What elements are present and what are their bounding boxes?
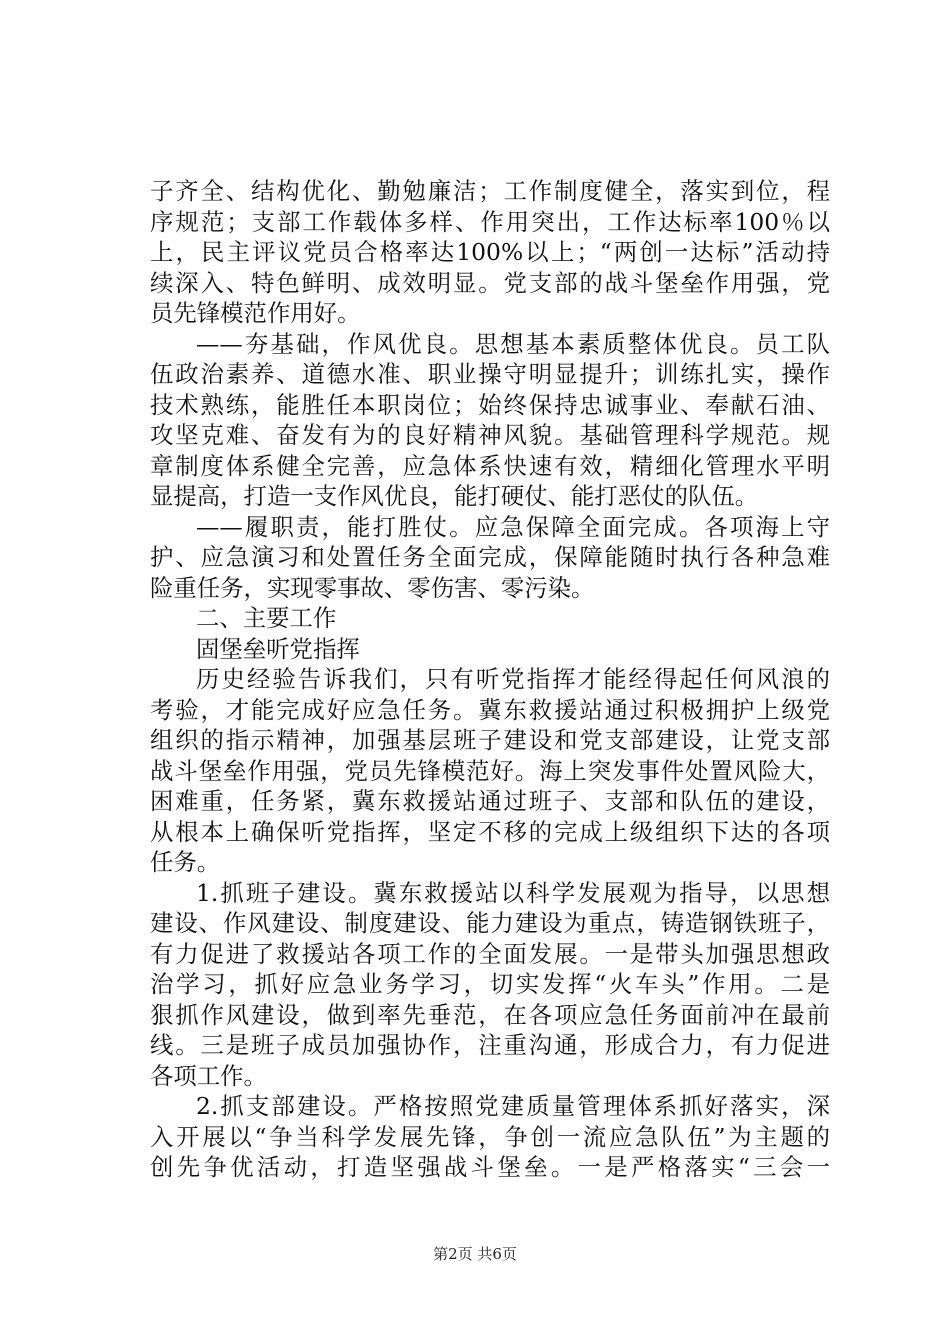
text-line: 伍政治素养、道德水准、职业操守明显提升；训练扎实，操作 [150, 360, 830, 388]
text-line: 2.抓支部建设。严格按照党建质量管理体系抓好落实，深 [196, 1092, 830, 1120]
text-line: 护、应急演习和处置任务全面完成，保障能随时执行各种急难 [150, 543, 830, 571]
text-line: ——履职责，能打胜仗。应急保障全面完成。各项海上守 [196, 512, 830, 541]
text-line: 子齐全、结构优化、勤勉廉洁；工作制度健全，落实到位，程 [150, 177, 830, 205]
text-line: 上，民主评议党员合格率达100%以上；“两创一达标”活动持 [150, 238, 830, 266]
text-line: 1.抓班子建设。冀东救援站以科学发展观为指导，以思想 [196, 878, 830, 907]
text-line: 困难重，任务紧，冀东救援站通过班子、支部和队伍的建设， [150, 787, 830, 815]
page-footer: 第2页 共6页 [433, 1245, 517, 1263]
text-line: 各项工作。 [150, 1061, 267, 1090]
text-line: 二、主要工作 [196, 604, 337, 632]
text-line: 线。三是班子成员加强协作，注重沟通，形成合力，有力促进 [150, 1031, 830, 1059]
text-line: 任务。 [150, 848, 221, 876]
text-line: 险重任务，实现零事故、零伤害、零污染。 [150, 573, 595, 602]
text-line: 有力促进了救援站各项工作的全面发展。一是带头加强思想政 [150, 939, 830, 968]
text-line: 续深入、特色鲜明、成效明显。党支部的战斗堡垒作用强，党 [150, 268, 830, 297]
text-line: 技术熟练，能胜任本职岗位；始终保持忠诚事业、奉献石油、 [150, 390, 830, 419]
text-line: 组织的指示精神，加强基层班子建设和党支部建设，让党支部 [150, 726, 830, 754]
text-line: 显提高，打造一支作风优良，能打硬仗、能打恶仗的队伍。 [150, 482, 759, 510]
text-line: 战斗堡垒作用强，党员先锋模范好。海上突发事件处置风险大， [150, 756, 830, 785]
text-line: 攻坚克难、奋发有为的良好精神风貌。基础管理科学规范。规 [150, 421, 830, 449]
text-line: 入开展以“争当科学发展先锋，争创一流应急队伍”为主题的 [150, 1122, 830, 1151]
text-line: 建设、作风建设、制度建设、能力建设为重点，铸造钢铁班子， [150, 909, 830, 937]
document-body [150, 176, 830, 1183]
text-line: 治学习，抓好应急业务学习，切实发挥“火车头”作用。二是 [150, 970, 830, 998]
text-line: 历史经验告诉我们，只有听党指挥才能经得起任何风浪的 [196, 665, 830, 693]
text-line: 创先争优活动，打造坚强战斗堡垒。一是严格落实“三会一 [150, 1153, 830, 1181]
text-line: 从根本上确保听党指挥，坚定不移的完成上级组织下达的各项 [150, 817, 830, 846]
text-line: 狠抓作风建设，做到率先垂范，在各项应急任务面前冲在最前 [150, 1000, 830, 1029]
text-line: 员先锋模范作用好。 [150, 299, 361, 327]
text-line: 序规范；支部工作载体多样、作用突出，工作达标率100％以 [150, 207, 830, 236]
text-line: 考验，才能完成好应急任务。冀东救援站通过积极拥护上级党 [150, 695, 830, 724]
text-line: ——夯基础，作风优良。思想基本素质整体优良。员工队 [196, 329, 830, 358]
text-line: 固堡垒听党指挥 [196, 634, 360, 663]
text-line: 章制度体系健全完善，应急体系快速有效，精细化管理水平明 [150, 451, 830, 480]
